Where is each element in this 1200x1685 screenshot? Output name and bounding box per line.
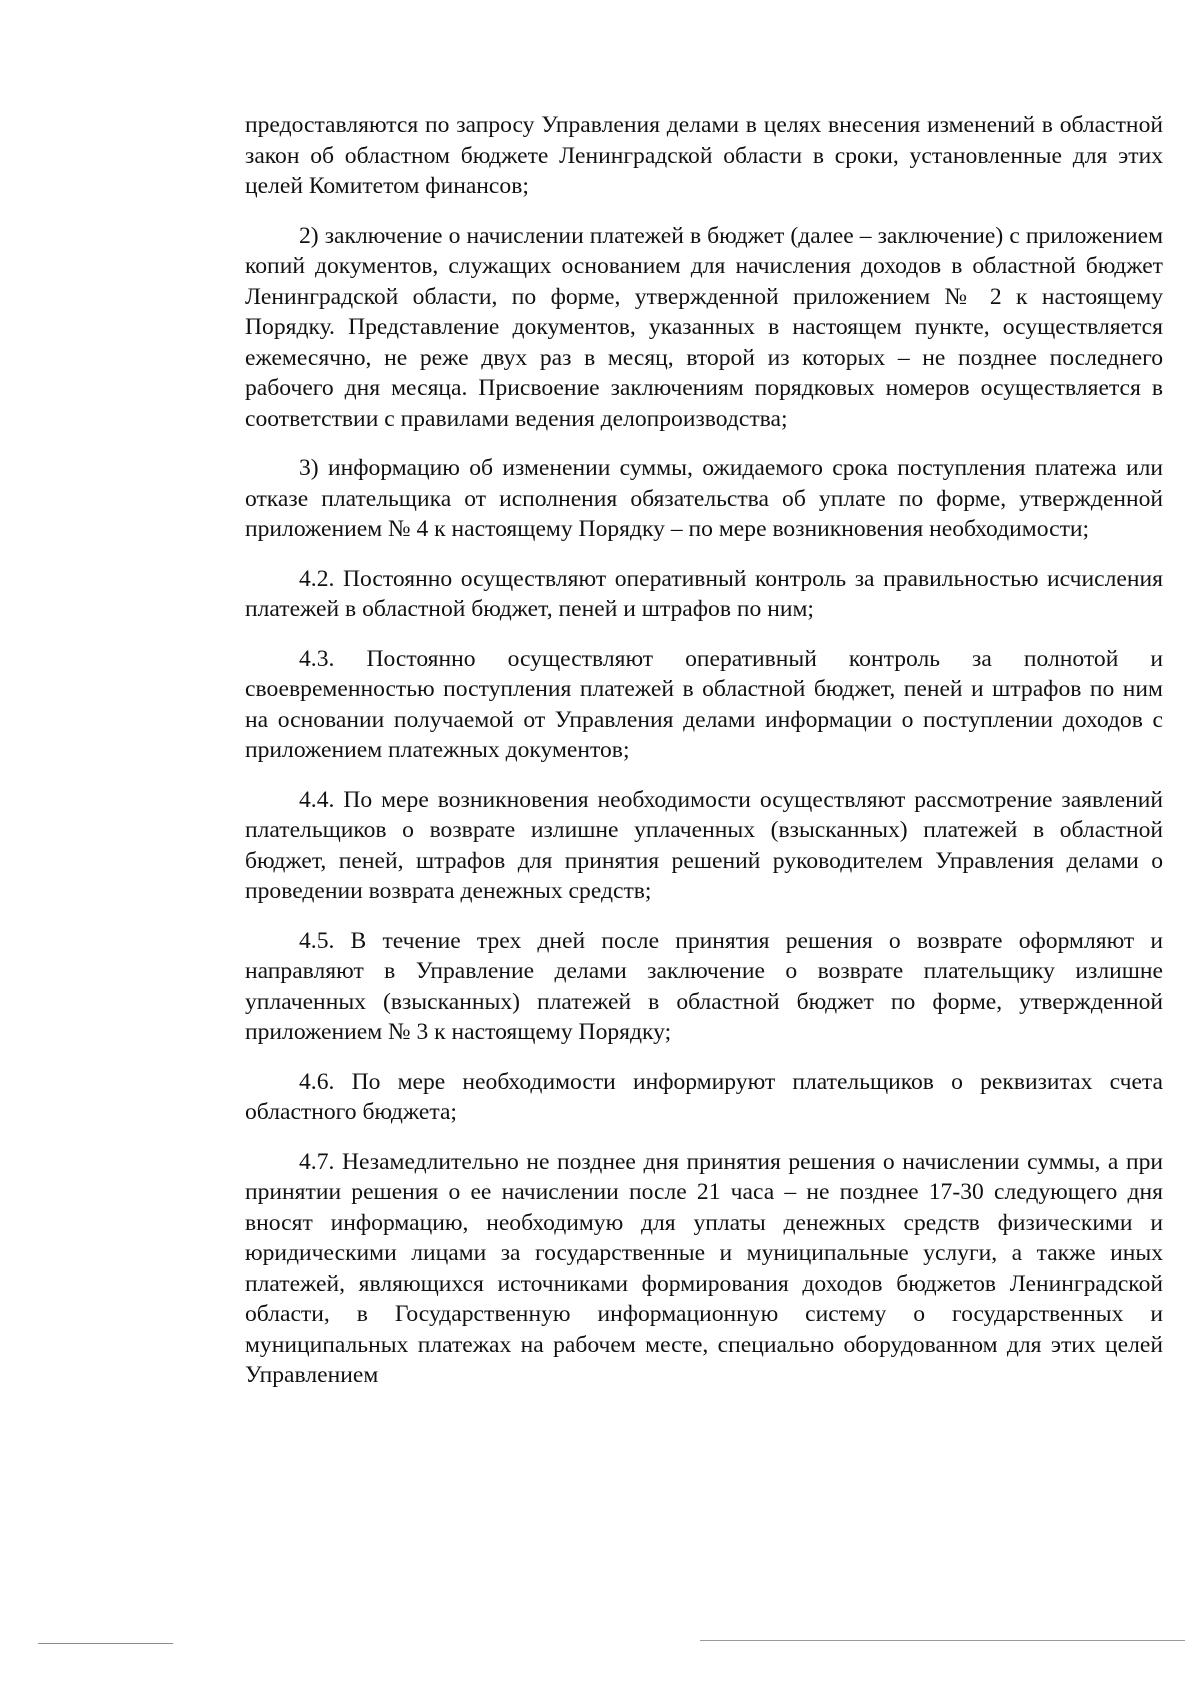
- paragraph-4-3: 4.3. Постоянно осуществляют оперативный контроль за полнотой и своевременностью поступления платежей в областной бюджет, пеней и штрафов по ним на основании получаемой от Управления делами информации о поступлении доходов с приложением платежных документов;: [245, 645, 1163, 763]
- paragraph-continuation: предоставляются по запросу Управления делами в целях внесения изменений в областной закон об областном бюджете Ленинградской области в сроки, установленные для этих целей Комитетом финансов;: [245, 112, 1163, 199]
- paragraph-4-7: 4.7. Незамедлительно не позднее дня принятия решения о начислении суммы, а при принятии решения о ее начислении после 21 часа – не позднее 17-30 следующего дня вносят информацию, необходимую для уплаты денежных средств физическими и юридическими лицами за государственные и муниципальные услуги, а также иных платежей, являющихся источниками формирования доходов бюджетов Ленинградской области, в Государственную информационную систему о государственных и муниципальных платежах на рабочем месте, специально оборудованном для этих целей Управлением: [245, 1148, 1163, 1388]
- paragraph-item-3: 3) информацию об изменении суммы, ожидаемого срока поступления платежа или отказе плательщика от исполнения обязательства об уплате по форме, утвержденной приложением № 4 к настоящему Порядку – по мере возникновения необходимости;: [245, 455, 1163, 542]
- bottom-left-rule: [38, 1643, 173, 1644]
- paragraph-4-6: 4.6. По мере необходимости информируют плательщиков о реквизитах счета областного бюджета;: [245, 1068, 1163, 1125]
- paragraph-item-2: 2) заключение о начислении платежей в бюджет (далее – заключение) с приложением копий документов, служащих основанием для начисления доходов в областной бюджет Ленинградской области, по форме, утвержденной приложением № 2 к настоящему Порядку. Представление документов, указанных в настоящем пункте, осуществляется ежемесячно, не реже двух раз в месяц, второй из которых – не позднее последнего рабочего дня месяца. Присвоение заключениям порядковых номеров осуществляется в соответствии с правилами ведения делопроизводства;: [245, 222, 1163, 432]
- paragraph-4-5: 4.5. В течение трех дней после принятия решения о возврате оформляют и направляют в Управление делами заключение о возврате плательщику излишне уплаченных (взысканных) платежей в областной бюджет по форме, утвержденной приложением № 3 к настоящему Порядку;: [245, 927, 1163, 1045]
- paragraph-4-4: 4.4. По мере возникновения необходимости осуществляют рассмотрение заявлений плательщиков о возврате излишне уплаченных (взысканных) платежей в областной бюджет, пеней, штрафов для принятия решений руководителем Управления делами о проведении возврата денежных средств;: [245, 786, 1163, 904]
- paragraph-4-2: 4.2. Постоянно осуществляют оперативный контроль за правильностью исчисления платежей в областной бюджет, пеней и штрафов по ним;: [245, 565, 1163, 622]
- document-body: [245, 110, 1163, 1410]
- bottom-right-rule: [700, 1640, 1185, 1641]
